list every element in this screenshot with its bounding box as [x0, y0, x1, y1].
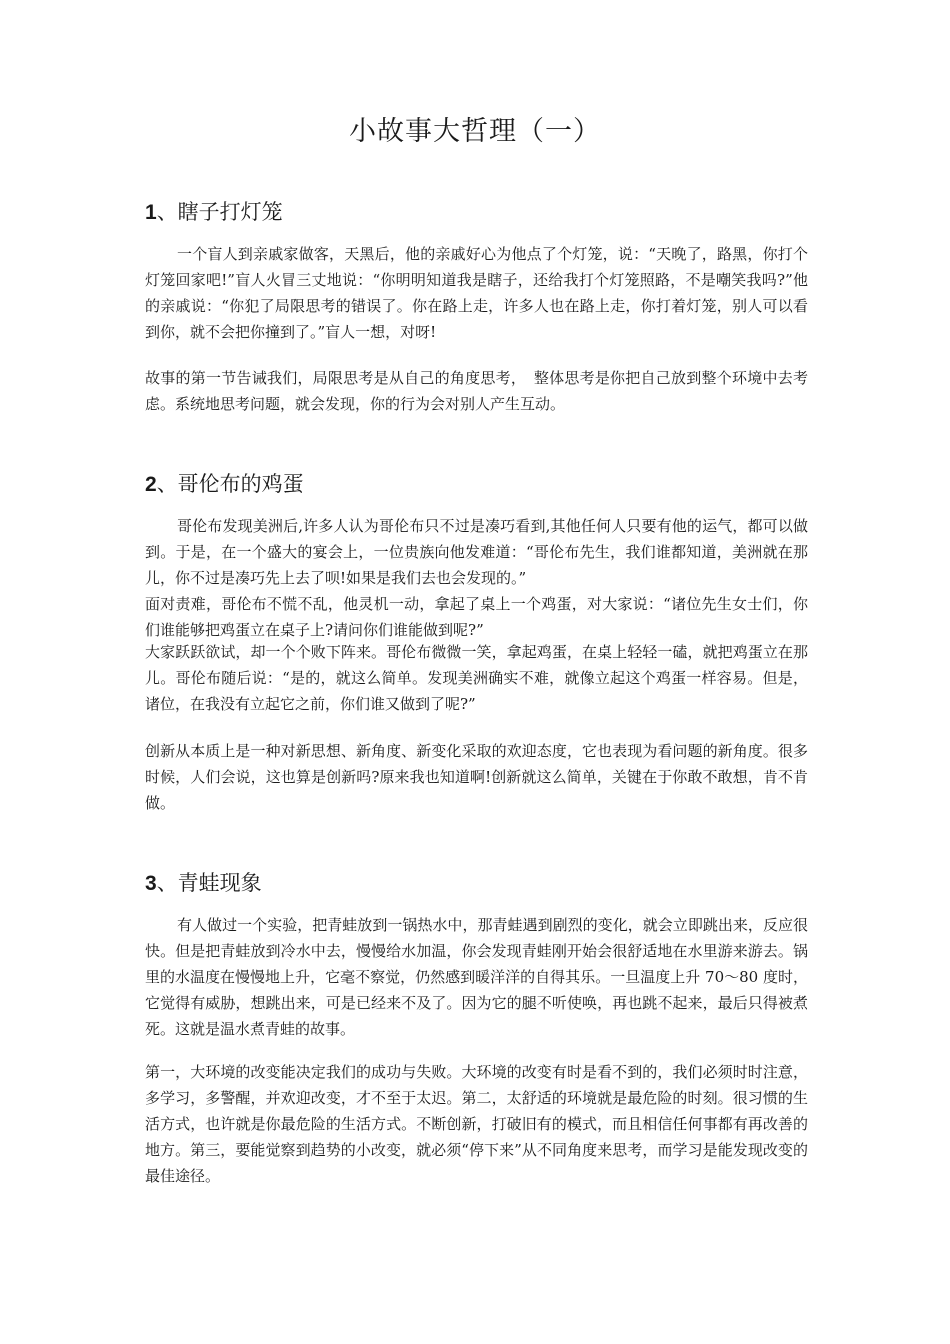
section-2-story-ending: 大家跃跃欲试，却一个个败下阵来。哥伦布微微一笑，拿起鸡蛋，在桌上轻轻一磕，就把鸡蛋立在那儿。哥伦布随后说：“是的，就这么简单。发现美洲确实不难，就像立起这个鸡蛋一样容易。但是，诸位，在我没有立起它之前，你们谁又做到了呢?” [145, 643, 808, 713]
section-3-heading [145, 868, 262, 899]
section-2-story-continued: 面对责难，哥伦布不慌不乱，他灵机一动，拿起了桌上一个鸡蛋，对大家说：“诸位先生女士们，你们谁能够把鸡蛋立在桌子上?请问你们谁能做到呢?” [145, 595, 808, 639]
section-2-story: 哥伦布发现美洲后,许多人认为哥伦布只不过是凑巧看到,其他任何人只要有他的运气，都可以做到。于是，在一个盛大的宴会上，一位贵族向他发难道：“哥伦布先生，我们谁都知道，美洲就在那儿，你不过是凑巧先上去了呗!如果是我们去也会发现的。” [145, 517, 808, 587]
section-1-heading [145, 197, 283, 228]
section-1-title: 、瞎子打灯笼 [156, 200, 283, 224]
section-1-lesson: 故事的第一节告诫我们，局限思考是从自己的角度思考， 整体思考是你把自己放到整个环境中去考虑。系统地思考问题，就会发现，你的行为会对别人产生互动。 [145, 369, 808, 413]
section-1-number: 1 [145, 201, 157, 224]
section-3-story: 有人做过一个实验，把青蛙放到一锅热水中，那青蛙遇到剧烈的变化，就会立即跳出来，反应很快。但是把青蛙放到冷水中去，慢慢给水加温，你会发现青蛙刚开始会很舒适地在水里游来游去。锅里的水温度在慢慢地上升，它毫不察觉，仍然感到暖洋洋的自得其乐。一旦温度上升 70～80 度时，它觉得有威胁，想跳出来，可是已经来不及了。因为它的腿不听使唤，再也跳不起来，最后只得被煮死。这就是温水煮青蛙的故事。 [145, 916, 808, 1038]
section-1-story: 一个盲人到亲戚家做客，天黑后，他的亲戚好心为他点了个灯笼，说：“天晚了，路黑，你打个灯笼回家吧!”盲人火冒三丈地说：“你明明知道我是瞎子，还给我打个灯笼照路，不是嘲笑我吗?”他的亲戚说：“你犯了局限思考的错误了。你在路上走，许多人也在路上走，你打着灯笼，别人可以看到你，就不会把你撞到了。”盲人一想，对呀! [145, 245, 808, 341]
document-title: 小故事大哲理（一） [349, 116, 601, 147]
section-3-title: 、青蛙现象 [156, 871, 262, 895]
section-2-title: 、哥伦布的鸡蛋 [156, 472, 304, 496]
section-2-number: 2 [145, 473, 157, 496]
section-2-lesson: 创新从本质上是一种对新思想、新角度、新变化采取的欢迎态度，它也表现为看问题的新角度。很多时候，人们会说，这也算是创新吗?原来我也知道啊!创新就这么简单，关键在于你敢不敢想，肯不肯做。 [145, 742, 808, 812]
section-3-lesson: 第一，大环境的改变能决定我们的成功与失败。大环境的改变有时是看不到的，我们必须时时注意，多学习，多警醒，并欢迎改变，才不至于太迟。第二，太舒适的环境就是最危险的时刻。很习惯的生活方式，也许就是你最危险的生活方式。不断创新，打破旧有的模式，而且相信任何事都有再改善的地方。第三，要能觉察到趋势的小改变，就必须“停下来”从不同角度来思考，而学习是能发现改变的最佳途径。 [145, 1063, 808, 1185]
section-3-number: 3 [145, 872, 157, 895]
section-2-heading [145, 469, 304, 500]
